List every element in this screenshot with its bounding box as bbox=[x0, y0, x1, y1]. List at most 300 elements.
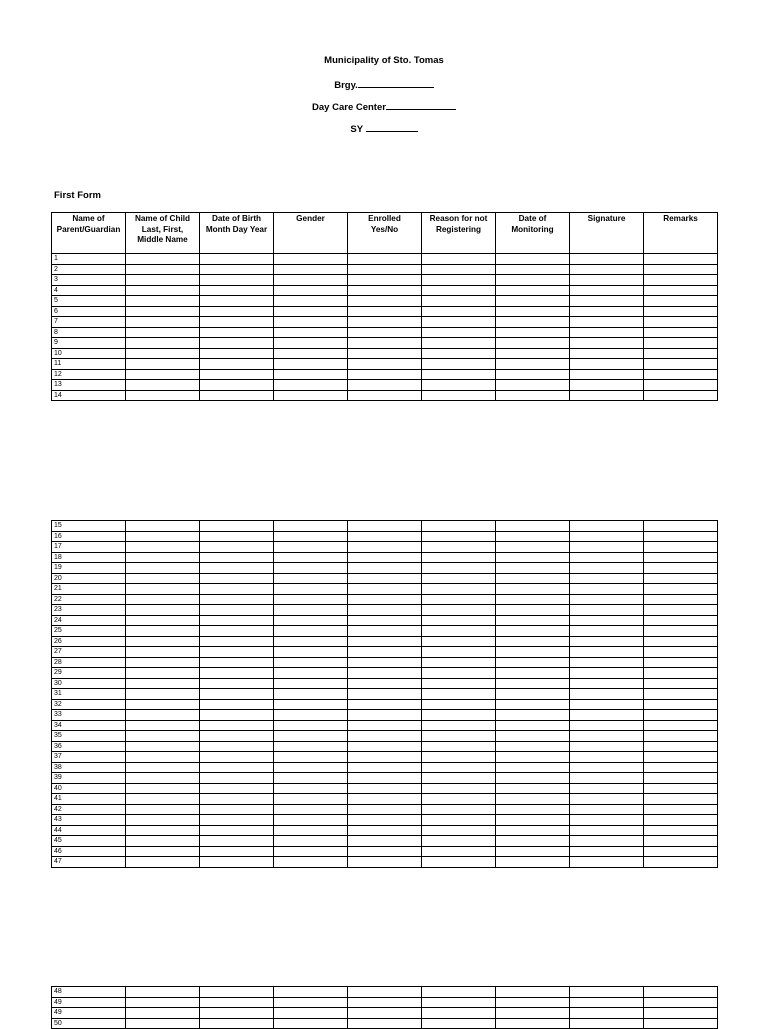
entry-cell[interactable] bbox=[644, 327, 718, 338]
entry-cell[interactable] bbox=[644, 804, 718, 815]
entry-cell[interactable] bbox=[644, 1018, 718, 1029]
entry-cell[interactable] bbox=[496, 327, 570, 338]
entry-cell[interactable] bbox=[200, 254, 274, 265]
entry-cell[interactable] bbox=[422, 647, 496, 658]
entry-cell[interactable] bbox=[348, 542, 422, 553]
entry-cell[interactable] bbox=[422, 804, 496, 815]
entry-cell[interactable] bbox=[570, 783, 644, 794]
entry-cell[interactable] bbox=[422, 615, 496, 626]
entry-cell[interactable] bbox=[200, 815, 274, 826]
entry-cell[interactable] bbox=[126, 615, 200, 626]
entry-cell[interactable] bbox=[570, 521, 644, 532]
entry-cell[interactable] bbox=[644, 552, 718, 563]
entry-cell[interactable] bbox=[496, 773, 570, 784]
entry-cell[interactable] bbox=[274, 636, 348, 647]
entry-cell[interactable] bbox=[200, 275, 274, 286]
entry-cell[interactable] bbox=[496, 584, 570, 595]
entry-cell[interactable] bbox=[644, 987, 718, 998]
entry-cell[interactable] bbox=[126, 762, 200, 773]
entry-cell[interactable] bbox=[570, 857, 644, 868]
entry-cell[interactable] bbox=[644, 521, 718, 532]
entry-cell[interactable] bbox=[200, 306, 274, 317]
entry-cell[interactable] bbox=[644, 390, 718, 401]
entry-cell[interactable] bbox=[422, 773, 496, 784]
entry-cell[interactable] bbox=[126, 306, 200, 317]
entry-cell[interactable] bbox=[348, 317, 422, 328]
entry-cell[interactable] bbox=[348, 987, 422, 998]
entry-cell[interactable] bbox=[126, 804, 200, 815]
entry-cell[interactable] bbox=[126, 626, 200, 637]
entry-cell[interactable] bbox=[644, 275, 718, 286]
entry-cell[interactable] bbox=[570, 552, 644, 563]
entry-cell[interactable] bbox=[126, 584, 200, 595]
entry-cell[interactable] bbox=[570, 390, 644, 401]
daycare-blank[interactable] bbox=[386, 100, 456, 110]
entry-cell[interactable] bbox=[644, 380, 718, 391]
entry-cell[interactable] bbox=[348, 521, 422, 532]
entry-cell[interactable] bbox=[126, 836, 200, 847]
entry-cell[interactable] bbox=[126, 783, 200, 794]
entry-cell[interactable] bbox=[496, 605, 570, 616]
entry-cell[interactable] bbox=[422, 783, 496, 794]
entry-cell[interactable] bbox=[570, 846, 644, 857]
entry-cell[interactable] bbox=[496, 296, 570, 307]
entry-cell[interactable] bbox=[644, 359, 718, 370]
entry-cell[interactable] bbox=[570, 752, 644, 763]
entry-cell[interactable] bbox=[274, 720, 348, 731]
entry-cell[interactable] bbox=[348, 836, 422, 847]
entry-cell[interactable] bbox=[422, 987, 496, 998]
entry-cell[interactable] bbox=[126, 857, 200, 868]
entry-cell[interactable] bbox=[496, 825, 570, 836]
entry-cell[interactable] bbox=[126, 647, 200, 658]
entry-cell[interactable] bbox=[126, 846, 200, 857]
entry-cell[interactable] bbox=[274, 584, 348, 595]
entry-cell[interactable] bbox=[496, 1008, 570, 1019]
entry-cell[interactable] bbox=[422, 584, 496, 595]
entry-cell[interactable] bbox=[496, 264, 570, 275]
entry-cell[interactable] bbox=[274, 825, 348, 836]
entry-cell[interactable] bbox=[496, 647, 570, 658]
entry-cell[interactable] bbox=[126, 1018, 200, 1029]
entry-cell[interactable] bbox=[496, 678, 570, 689]
entry-cell[interactable] bbox=[200, 997, 274, 1008]
entry-cell[interactable] bbox=[570, 327, 644, 338]
entry-cell[interactable] bbox=[274, 1008, 348, 1019]
entry-cell[interactable] bbox=[570, 359, 644, 370]
entry-cell[interactable] bbox=[644, 678, 718, 689]
entry-cell[interactable] bbox=[200, 794, 274, 805]
entry-cell[interactable] bbox=[422, 380, 496, 391]
entry-cell[interactable] bbox=[422, 720, 496, 731]
entry-cell[interactable] bbox=[496, 369, 570, 380]
entry-cell[interactable] bbox=[644, 846, 718, 857]
entry-cell[interactable] bbox=[496, 741, 570, 752]
entry-cell[interactable] bbox=[348, 605, 422, 616]
entry-cell[interactable] bbox=[274, 987, 348, 998]
entry-cell[interactable] bbox=[126, 678, 200, 689]
entry-cell[interactable] bbox=[348, 531, 422, 542]
entry-cell[interactable] bbox=[348, 1018, 422, 1029]
entry-cell[interactable] bbox=[200, 762, 274, 773]
entry-cell[interactable] bbox=[496, 997, 570, 1008]
entry-cell[interactable] bbox=[126, 521, 200, 532]
entry-cell[interactable] bbox=[644, 542, 718, 553]
entry-cell[interactable] bbox=[348, 636, 422, 647]
entry-cell[interactable] bbox=[274, 846, 348, 857]
entry-cell[interactable] bbox=[570, 804, 644, 815]
entry-cell[interactable] bbox=[126, 359, 200, 370]
entry-cell[interactable] bbox=[422, 636, 496, 647]
entry-cell[interactable] bbox=[126, 317, 200, 328]
entry-cell[interactable] bbox=[126, 794, 200, 805]
entry-cell[interactable] bbox=[348, 657, 422, 668]
entry-cell[interactable] bbox=[644, 369, 718, 380]
entry-cell[interactable] bbox=[570, 563, 644, 574]
entry-cell[interactable] bbox=[126, 552, 200, 563]
entry-cell[interactable] bbox=[274, 783, 348, 794]
entry-cell[interactable] bbox=[200, 594, 274, 605]
entry-cell[interactable] bbox=[644, 317, 718, 328]
entry-cell[interactable] bbox=[348, 720, 422, 731]
entry-cell[interactable] bbox=[274, 275, 348, 286]
entry-cell[interactable] bbox=[422, 552, 496, 563]
entry-cell[interactable] bbox=[274, 380, 348, 391]
entry-cell[interactable] bbox=[200, 1018, 274, 1029]
entry-cell[interactable] bbox=[274, 626, 348, 637]
entry-cell[interactable] bbox=[422, 699, 496, 710]
entry-cell[interactable] bbox=[496, 626, 570, 637]
entry-cell[interactable] bbox=[200, 668, 274, 679]
entry-cell[interactable] bbox=[570, 594, 644, 605]
entry-cell[interactable] bbox=[644, 731, 718, 742]
entry-cell[interactable] bbox=[422, 531, 496, 542]
entry-cell[interactable] bbox=[126, 369, 200, 380]
entry-cell[interactable] bbox=[274, 563, 348, 574]
entry-cell[interactable] bbox=[200, 804, 274, 815]
entry-cell[interactable] bbox=[496, 563, 570, 574]
entry-cell[interactable] bbox=[200, 741, 274, 752]
entry-cell[interactable] bbox=[570, 689, 644, 700]
entry-cell[interactable] bbox=[496, 720, 570, 731]
entry-cell[interactable] bbox=[644, 689, 718, 700]
entry-cell[interactable] bbox=[348, 794, 422, 805]
entry-cell[interactable] bbox=[422, 668, 496, 679]
entry-cell[interactable] bbox=[200, 552, 274, 563]
entry-cell[interactable] bbox=[422, 521, 496, 532]
entry-cell[interactable] bbox=[348, 741, 422, 752]
entry-cell[interactable] bbox=[200, 636, 274, 647]
entry-cell[interactable] bbox=[496, 689, 570, 700]
entry-cell[interactable] bbox=[126, 997, 200, 1008]
entry-cell[interactable] bbox=[348, 285, 422, 296]
entry-cell[interactable] bbox=[200, 264, 274, 275]
entry-cell[interactable] bbox=[126, 636, 200, 647]
entry-cell[interactable] bbox=[644, 531, 718, 542]
entry-cell[interactable] bbox=[644, 626, 718, 637]
entry-cell[interactable] bbox=[496, 359, 570, 370]
entry-cell[interactable] bbox=[570, 1008, 644, 1019]
entry-cell[interactable] bbox=[274, 369, 348, 380]
entry-cell[interactable] bbox=[496, 348, 570, 359]
entry-cell[interactable] bbox=[274, 678, 348, 689]
entry-cell[interactable] bbox=[644, 605, 718, 616]
entry-cell[interactable] bbox=[422, 327, 496, 338]
entry-cell[interactable] bbox=[274, 668, 348, 679]
entry-cell[interactable] bbox=[348, 846, 422, 857]
entry-cell[interactable] bbox=[348, 390, 422, 401]
entry-cell[interactable] bbox=[348, 359, 422, 370]
entry-cell[interactable] bbox=[348, 563, 422, 574]
entry-cell[interactable] bbox=[126, 275, 200, 286]
sy-blank[interactable] bbox=[366, 122, 418, 132]
entry-cell[interactable] bbox=[348, 348, 422, 359]
entry-cell[interactable] bbox=[274, 359, 348, 370]
entry-cell[interactable] bbox=[496, 573, 570, 584]
entry-cell[interactable] bbox=[422, 338, 496, 349]
entry-cell[interactable] bbox=[496, 846, 570, 857]
entry-cell[interactable] bbox=[126, 741, 200, 752]
entry-cell[interactable] bbox=[348, 306, 422, 317]
entry-cell[interactable] bbox=[200, 584, 274, 595]
entry-cell[interactable] bbox=[644, 306, 718, 317]
entry-cell[interactable] bbox=[570, 626, 644, 637]
entry-cell[interactable] bbox=[274, 390, 348, 401]
entry-cell[interactable] bbox=[644, 647, 718, 658]
entry-cell[interactable] bbox=[496, 762, 570, 773]
entry-cell[interactable] bbox=[570, 254, 644, 265]
entry-cell[interactable] bbox=[348, 804, 422, 815]
entry-cell[interactable] bbox=[348, 369, 422, 380]
entry-cell[interactable] bbox=[126, 531, 200, 542]
entry-cell[interactable] bbox=[644, 997, 718, 1008]
entry-cell[interactable] bbox=[496, 668, 570, 679]
entry-cell[interactable] bbox=[274, 657, 348, 668]
entry-cell[interactable] bbox=[496, 710, 570, 721]
entry-cell[interactable] bbox=[274, 605, 348, 616]
entry-cell[interactable] bbox=[570, 987, 644, 998]
entry-cell[interactable] bbox=[126, 815, 200, 826]
entry-cell[interactable] bbox=[570, 836, 644, 847]
entry-cell[interactable] bbox=[126, 720, 200, 731]
entry-cell[interactable] bbox=[570, 306, 644, 317]
entry-cell[interactable] bbox=[274, 348, 348, 359]
entry-cell[interactable] bbox=[422, 762, 496, 773]
entry-cell[interactable] bbox=[570, 338, 644, 349]
entry-cell[interactable] bbox=[274, 285, 348, 296]
entry-cell[interactable] bbox=[200, 710, 274, 721]
entry-cell[interactable] bbox=[200, 327, 274, 338]
entry-cell[interactable] bbox=[348, 783, 422, 794]
entry-cell[interactable] bbox=[348, 857, 422, 868]
entry-cell[interactable] bbox=[570, 1018, 644, 1029]
entry-cell[interactable] bbox=[126, 773, 200, 784]
entry-cell[interactable] bbox=[200, 846, 274, 857]
brgy-blank[interactable] bbox=[358, 78, 434, 88]
entry-cell[interactable] bbox=[200, 359, 274, 370]
entry-cell[interactable] bbox=[200, 605, 274, 616]
entry-cell[interactable] bbox=[496, 594, 570, 605]
entry-cell[interactable] bbox=[200, 626, 274, 637]
entry-cell[interactable] bbox=[200, 542, 274, 553]
entry-cell[interactable] bbox=[422, 741, 496, 752]
entry-cell[interactable] bbox=[126, 731, 200, 742]
entry-cell[interactable] bbox=[200, 317, 274, 328]
entry-cell[interactable] bbox=[644, 773, 718, 784]
entry-cell[interactable] bbox=[422, 752, 496, 763]
entry-cell[interactable] bbox=[274, 731, 348, 742]
entry-cell[interactable] bbox=[496, 783, 570, 794]
entry-cell[interactable] bbox=[570, 380, 644, 391]
entry-cell[interactable] bbox=[126, 338, 200, 349]
entry-cell[interactable] bbox=[496, 306, 570, 317]
entry-cell[interactable] bbox=[348, 552, 422, 563]
entry-cell[interactable] bbox=[274, 741, 348, 752]
entry-cell[interactable] bbox=[348, 594, 422, 605]
entry-cell[interactable] bbox=[644, 710, 718, 721]
entry-cell[interactable] bbox=[644, 836, 718, 847]
entry-cell[interactable] bbox=[200, 857, 274, 868]
entry-cell[interactable] bbox=[348, 825, 422, 836]
entry-cell[interactable] bbox=[126, 699, 200, 710]
entry-cell[interactable] bbox=[422, 815, 496, 826]
entry-cell[interactable] bbox=[496, 615, 570, 626]
entry-cell[interactable] bbox=[200, 296, 274, 307]
entry-cell[interactable] bbox=[422, 794, 496, 805]
entry-cell[interactable] bbox=[348, 689, 422, 700]
entry-cell[interactable] bbox=[126, 542, 200, 553]
entry-cell[interactable] bbox=[126, 594, 200, 605]
entry-cell[interactable] bbox=[348, 699, 422, 710]
entry-cell[interactable] bbox=[200, 720, 274, 731]
entry-cell[interactable] bbox=[274, 815, 348, 826]
entry-cell[interactable] bbox=[422, 1008, 496, 1019]
entry-cell[interactable] bbox=[200, 338, 274, 349]
entry-cell[interactable] bbox=[348, 327, 422, 338]
entry-cell[interactable] bbox=[126, 563, 200, 574]
entry-cell[interactable] bbox=[126, 987, 200, 998]
entry-cell[interactable] bbox=[422, 573, 496, 584]
entry-cell[interactable] bbox=[496, 317, 570, 328]
entry-cell[interactable] bbox=[644, 741, 718, 752]
entry-cell[interactable] bbox=[126, 327, 200, 338]
entry-cell[interactable] bbox=[200, 563, 274, 574]
entry-cell[interactable] bbox=[422, 689, 496, 700]
entry-cell[interactable] bbox=[570, 720, 644, 731]
entry-cell[interactable] bbox=[200, 836, 274, 847]
entry-cell[interactable] bbox=[570, 997, 644, 1008]
entry-cell[interactable] bbox=[422, 825, 496, 836]
entry-cell[interactable] bbox=[274, 531, 348, 542]
entry-cell[interactable] bbox=[644, 584, 718, 595]
entry-cell[interactable] bbox=[274, 338, 348, 349]
entry-cell[interactable] bbox=[570, 710, 644, 721]
entry-cell[interactable] bbox=[570, 531, 644, 542]
entry-cell[interactable] bbox=[422, 254, 496, 265]
entry-cell[interactable] bbox=[422, 275, 496, 286]
entry-cell[interactable] bbox=[200, 657, 274, 668]
entry-cell[interactable] bbox=[348, 275, 422, 286]
entry-cell[interactable] bbox=[422, 857, 496, 868]
entry-cell[interactable] bbox=[422, 626, 496, 637]
entry-cell[interactable] bbox=[126, 668, 200, 679]
entry-cell[interactable] bbox=[200, 987, 274, 998]
entry-cell[interactable] bbox=[422, 997, 496, 1008]
entry-cell[interactable] bbox=[644, 668, 718, 679]
entry-cell[interactable] bbox=[200, 285, 274, 296]
entry-cell[interactable] bbox=[422, 306, 496, 317]
entry-cell[interactable] bbox=[274, 1018, 348, 1029]
entry-cell[interactable] bbox=[644, 594, 718, 605]
entry-cell[interactable] bbox=[348, 1008, 422, 1019]
entry-cell[interactable] bbox=[274, 836, 348, 847]
entry-cell[interactable] bbox=[274, 762, 348, 773]
entry-cell[interactable] bbox=[274, 264, 348, 275]
entry-cell[interactable] bbox=[570, 762, 644, 773]
entry-cell[interactable] bbox=[570, 542, 644, 553]
entry-cell[interactable] bbox=[274, 306, 348, 317]
entry-cell[interactable] bbox=[274, 573, 348, 584]
entry-cell[interactable] bbox=[422, 605, 496, 616]
entry-cell[interactable] bbox=[200, 380, 274, 391]
entry-cell[interactable] bbox=[496, 857, 570, 868]
entry-cell[interactable] bbox=[200, 1008, 274, 1019]
entry-cell[interactable] bbox=[274, 327, 348, 338]
entry-cell[interactable] bbox=[570, 678, 644, 689]
entry-cell[interactable] bbox=[570, 264, 644, 275]
entry-cell[interactable] bbox=[496, 752, 570, 763]
entry-cell[interactable] bbox=[496, 390, 570, 401]
entry-cell[interactable] bbox=[570, 296, 644, 307]
entry-cell[interactable] bbox=[274, 254, 348, 265]
entry-cell[interactable] bbox=[348, 752, 422, 763]
entry-cell[interactable] bbox=[496, 285, 570, 296]
entry-cell[interactable] bbox=[570, 794, 644, 805]
entry-cell[interactable] bbox=[570, 636, 644, 647]
entry-cell[interactable] bbox=[570, 815, 644, 826]
entry-cell[interactable] bbox=[570, 741, 644, 752]
entry-cell[interactable] bbox=[496, 636, 570, 647]
entry-cell[interactable] bbox=[274, 296, 348, 307]
entry-cell[interactable] bbox=[126, 710, 200, 721]
entry-cell[interactable] bbox=[644, 636, 718, 647]
entry-cell[interactable] bbox=[274, 773, 348, 784]
entry-cell[interactable] bbox=[644, 720, 718, 731]
entry-cell[interactable] bbox=[570, 731, 644, 742]
entry-cell[interactable] bbox=[644, 1008, 718, 1019]
entry-cell[interactable] bbox=[348, 254, 422, 265]
entry-cell[interactable] bbox=[274, 552, 348, 563]
entry-cell[interactable] bbox=[200, 783, 274, 794]
entry-cell[interactable] bbox=[496, 531, 570, 542]
entry-cell[interactable] bbox=[200, 369, 274, 380]
entry-cell[interactable] bbox=[274, 689, 348, 700]
entry-cell[interactable] bbox=[570, 773, 644, 784]
entry-cell[interactable] bbox=[422, 369, 496, 380]
entry-cell[interactable] bbox=[644, 573, 718, 584]
entry-cell[interactable] bbox=[496, 987, 570, 998]
entry-cell[interactable] bbox=[422, 657, 496, 668]
entry-cell[interactable] bbox=[200, 773, 274, 784]
entry-cell[interactable] bbox=[496, 542, 570, 553]
entry-cell[interactable] bbox=[570, 285, 644, 296]
entry-cell[interactable] bbox=[274, 542, 348, 553]
entry-cell[interactable] bbox=[644, 762, 718, 773]
entry-cell[interactable] bbox=[274, 997, 348, 1008]
entry-cell[interactable] bbox=[348, 380, 422, 391]
entry-cell[interactable] bbox=[422, 710, 496, 721]
entry-cell[interactable] bbox=[200, 678, 274, 689]
